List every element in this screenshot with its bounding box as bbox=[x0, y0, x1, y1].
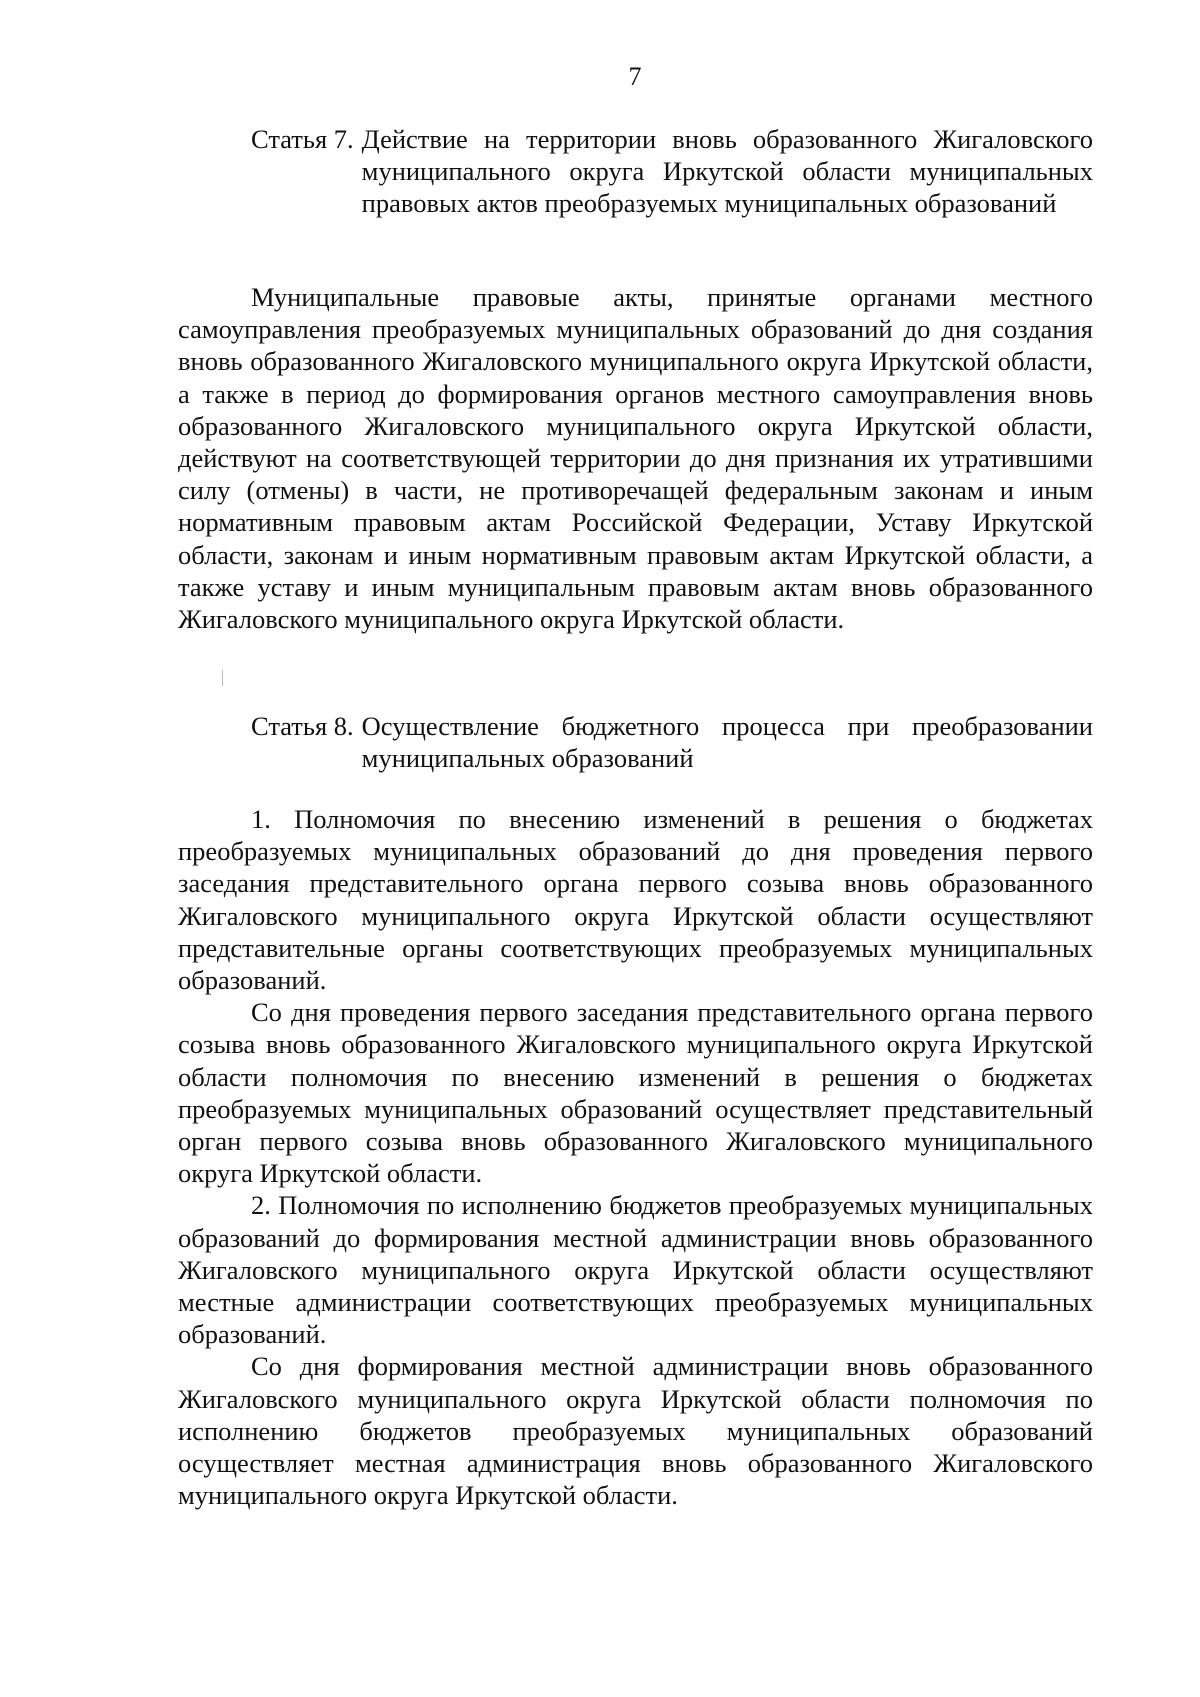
article-8-heading bbox=[251, 710, 1093, 774]
article-8-paragraph-3: 2. Полномочия по исполнению бюджетов преобразуемых муниципальных образований до формирования местной администрации вновь образованного Жигаловского муниципального округа Иркутской области осуществляют местные администрации соответствующих преобразуемых муниципальных образований. bbox=[178, 1190, 1093, 1350]
article-7-body bbox=[178, 281, 1093, 635]
article-7-title-line bbox=[251, 123, 1093, 219]
article-8-paragraph-1: 1. Полномочия по внесению изменений в решения о бюджетах преобразуемых муниципальных образований до дня проведения первого заседания представительного органа первого созыва вновь образованного Жигаловского муниципального округа Иркутской области осуществляют представительные органы соответствующих преобразуемых муниципальных образований. bbox=[178, 804, 1093, 996]
article-8-title-line bbox=[251, 710, 1093, 774]
article-8-label: Статья 8. bbox=[251, 711, 354, 741]
article-8-title: Осуществление бюджетного процесса при преобразовании муниципальных образований bbox=[361, 711, 1093, 773]
page-number: 7 bbox=[628, 62, 642, 91]
article-7-paragraph-1: Муниципальные правовые акты, принятые органами местного самоуправления преобразуемых муниципальных образований до дня создания вновь образованного Жигаловского муниципального округа Иркутской области, а также в период до формирования органов местного самоуправления вновь образованного Жигаловского муниципального округа Иркутской области, действуют на соответствующей территории до дня признания их утратившими силу (отмены) в части, не противоречащей федеральным законам и иным нормативным правовым актам Российской Федерации, Уставу Иркутской области, законам и иным нормативным правовым актам Иркутской области, а также уставу и иным муниципальным правовым актам вновь образованного Жигаловского муниципального округа Иркутской области. bbox=[178, 282, 1093, 635]
article-7-heading bbox=[251, 123, 1093, 219]
scan-mark bbox=[222, 670, 223, 686]
article-7-title: Действие на территории вновь образованного Жигаловского муниципального округа Иркутской области муниципальных правовых актов преобразуемых муниципальных образований bbox=[361, 124, 1093, 218]
article-7-label: Статья 7. bbox=[251, 124, 354, 154]
article-8-body bbox=[178, 803, 1093, 1511]
article-8-paragraph-2: Со дня проведения первого заседания представительного органа первого созыва вновь образованного Жигаловского муниципального округа Иркутской области полномочия по внесению изменений в решения о бюджетах преобразуемых муниципальных образований осуществляет представительный орган первого созыва вновь образованного Жигаловского муниципального округа Иркутской области. bbox=[178, 997, 1093, 1189]
article-8-paragraph-4: Со дня формирования местной администрации вновь образованного Жигаловского муниципального округа Иркутской области полномочия по исполнению бюджетов преобразуемых муниципальных образований осуществляет местная администрация вновь образованного Жигаловского муниципального округа Иркутской области. bbox=[178, 1351, 1093, 1511]
